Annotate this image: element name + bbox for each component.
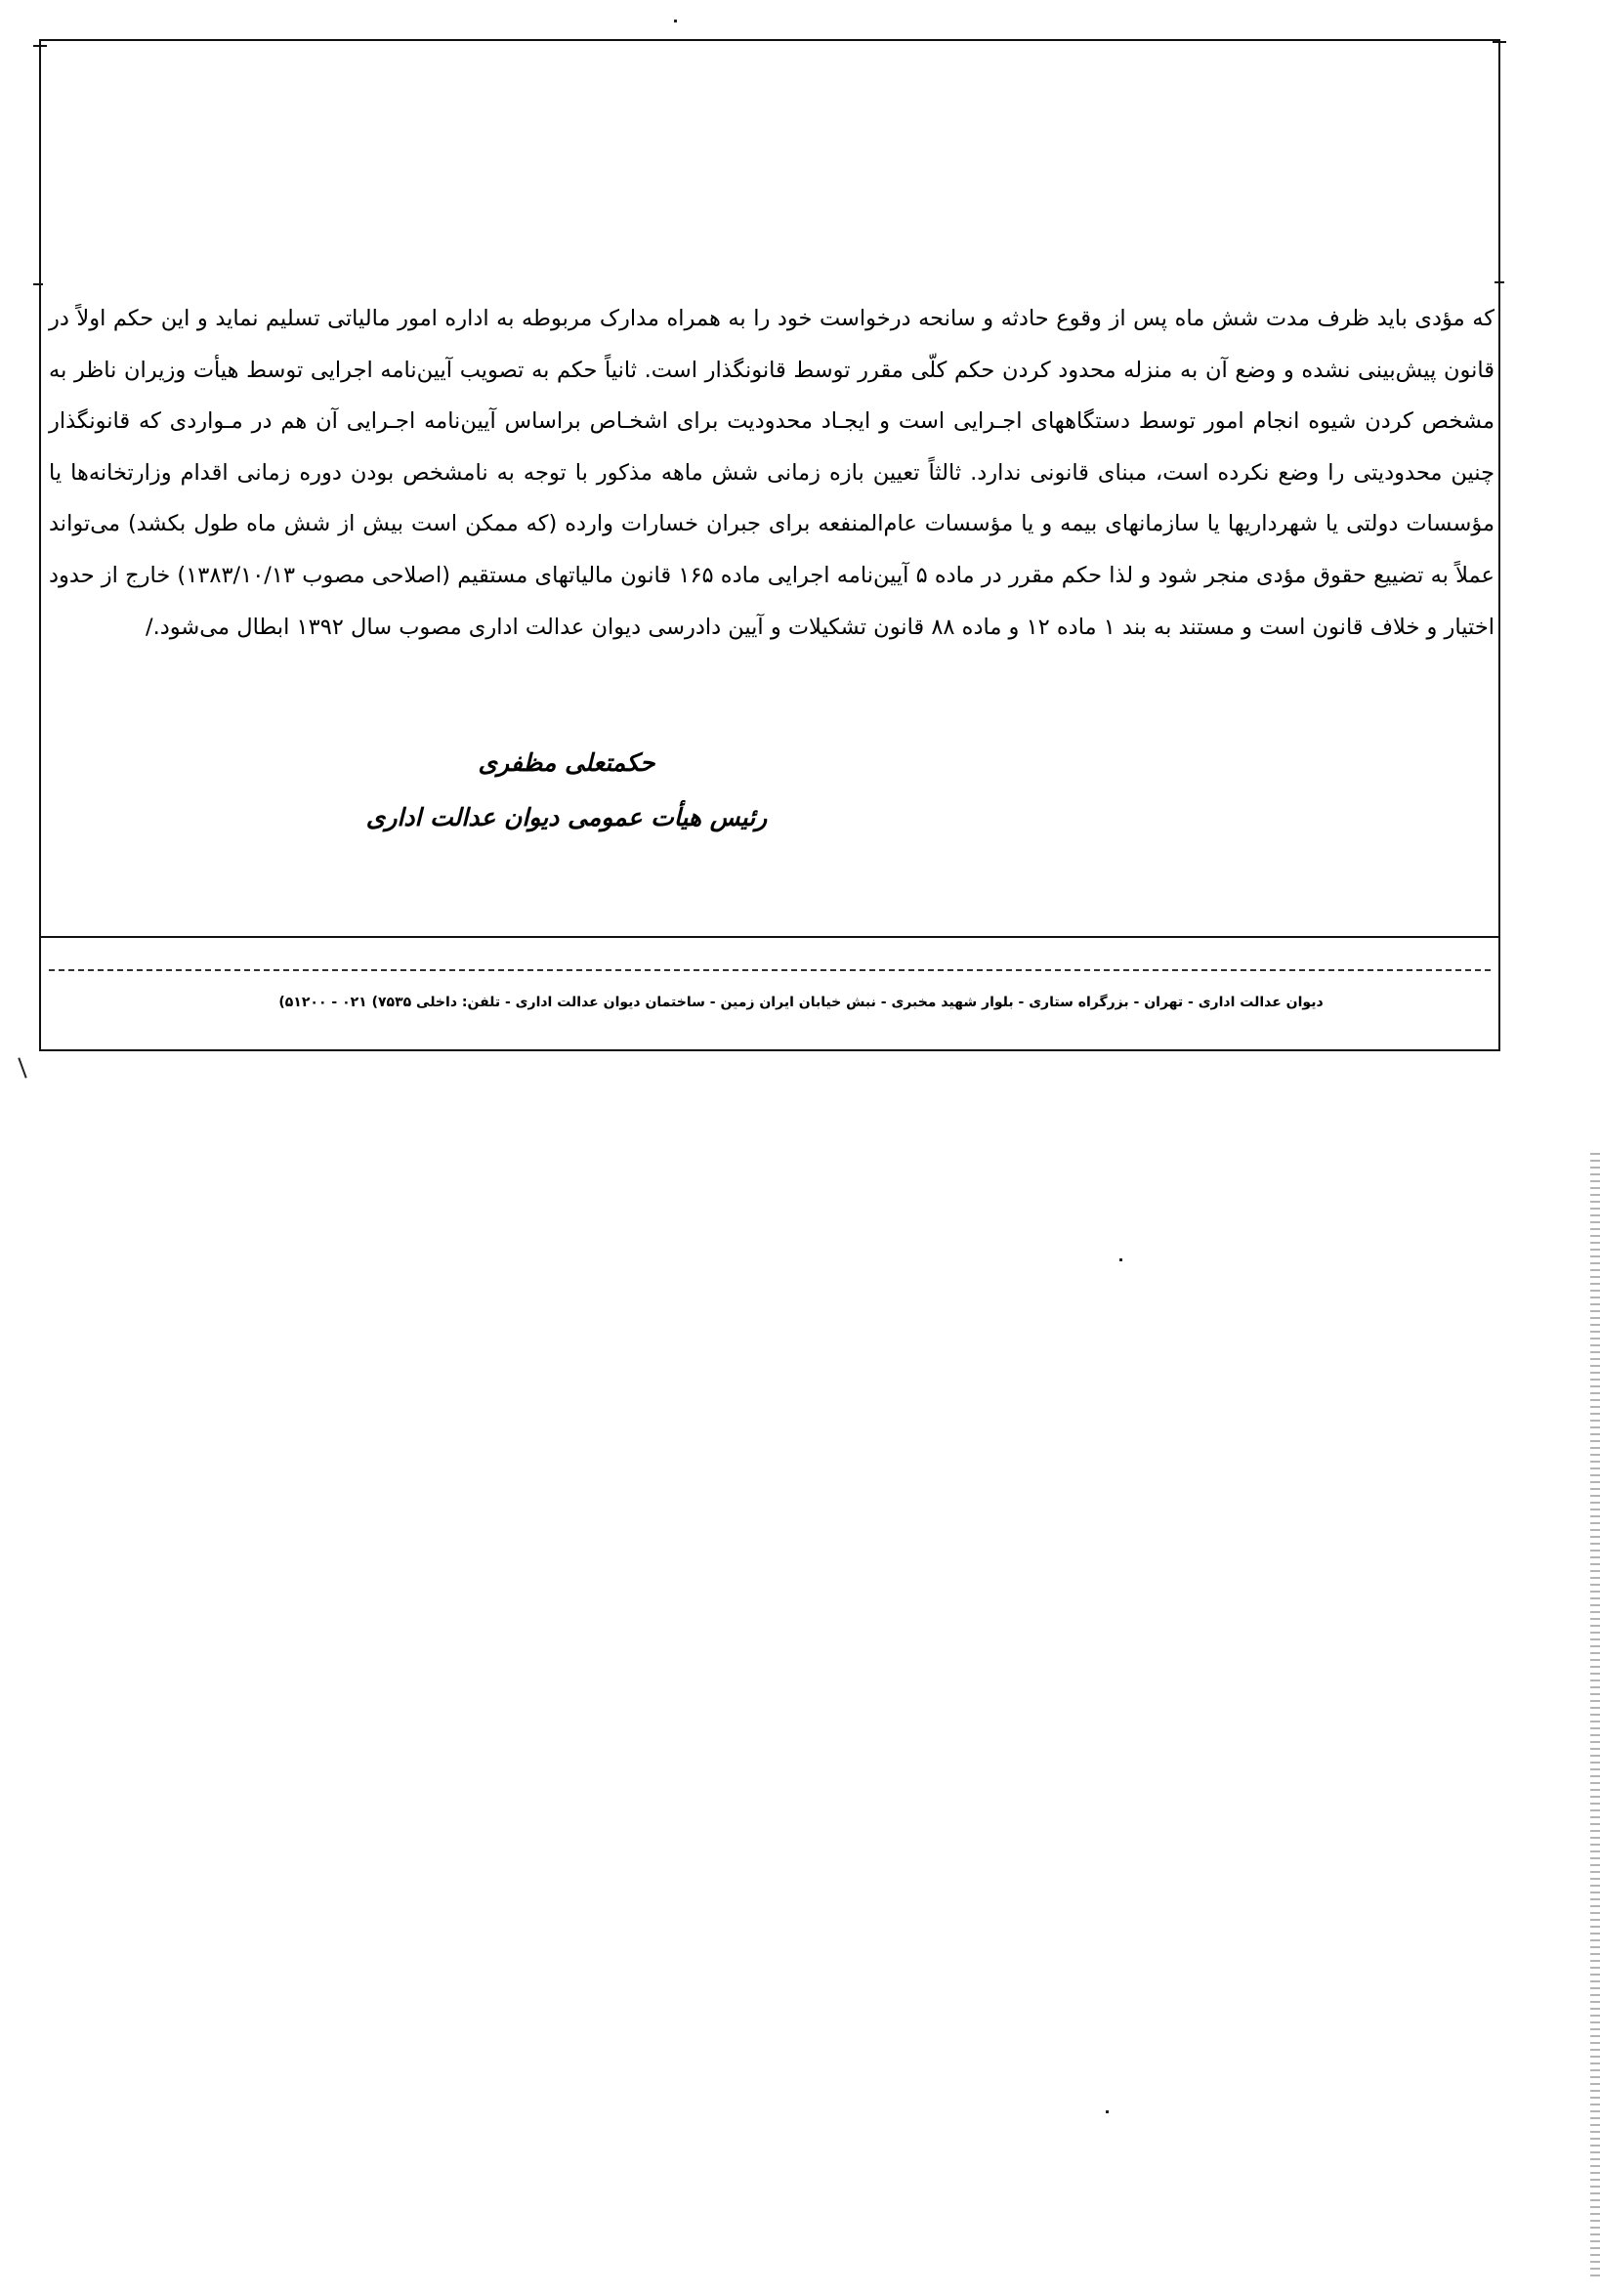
scan-edge-noise [1590, 1153, 1600, 2276]
signatory-name: حکمتعلی مظفری [478, 748, 655, 777]
footer-address: دیوان عدالت اداری - تهران - بزرگراه ستاری - بلوار شهید مخبری - نبش خیابان ایران زمین - ساختمان دیوان عدالت اداری - تلفن: داخلی ۷۵۳۵) ۰۲۱ - ۵۱۲۰۰) [278, 995, 1324, 1010]
footer-dashed-rule [49, 969, 1491, 971]
scan-mark [1106, 2110, 1109, 2113]
ruling-body-paragraph: که مؤدی باید ظرف مدت شش ماه پس از وقوع حادثه و سانحه درخواست خود را به همراه مدارک مربوطه به اداره امور مالیاتی تسلیم نماید و این حکم اولاً در قانون پیش‌بینی نشده و وضع آن به منزله محدود کردن حکم کلّی مقرر توسط قانونگذار است. ثانیاً حکم به تصویب آیین‌نامه اجرایی توسط هیأت وزیران ناظر به مشخص کردن شیوه انجام امور توسط دستگاههای اجـرایی است و ایجـاد محدودیت برای اشخـاص براساس آیین‌نامه اجـرایی آن هم در مـواردی که قانونگذار چنین محدودیتی را وضع نکرده است، مبنای قانونی ندارد. ثالثاً تعیین بازه زمانی شش ماهه مذکور با توجه به نامشخص بودن دوره زمانی اقدام وزارتخانه‌ها یا مؤسسات دولتی یا شهرداریها یا سازمانهای بیمه و یا مؤسسات عام‌المنفعه برای جبران خسارات وارده (که ممکن است بیش از شش ماه طول بکشد) می‌تواند عملاً به تضییع حقوق مؤدی منجر شود و لذا حکم مقرر در ماده ۵ آیین‌نامه اجرایی ماده ۱۶۵ قانون مالیاتهای مستقیم (اصلاحی مصوب ۱۳۸۳/۱۰/۱۳) خارج از حدود اختیار و خلاف قانون است و مستند به بند ۱ ماده ۱۲ و ماده ۸۸ قانون تشکیلات و آیین دادرسی دیوان عدالت اداری مصوب سال ۱۳۹۲ ابطال می‌شود./ [49, 306, 1495, 640]
footer-separator [39, 936, 1500, 938]
corner-mark-top-left [33, 45, 47, 47]
scan-mark [674, 20, 677, 22]
scan-mark [1119, 1258, 1122, 1261]
side-mark-left [33, 283, 43, 285]
side-mark-right [1495, 281, 1504, 283]
corner-mark-top-right [1493, 41, 1506, 43]
signatory-title: رئیس هیأت عمومی دیوان عدالت اداری [365, 803, 768, 831]
scan-mark [18, 1057, 26, 1078]
